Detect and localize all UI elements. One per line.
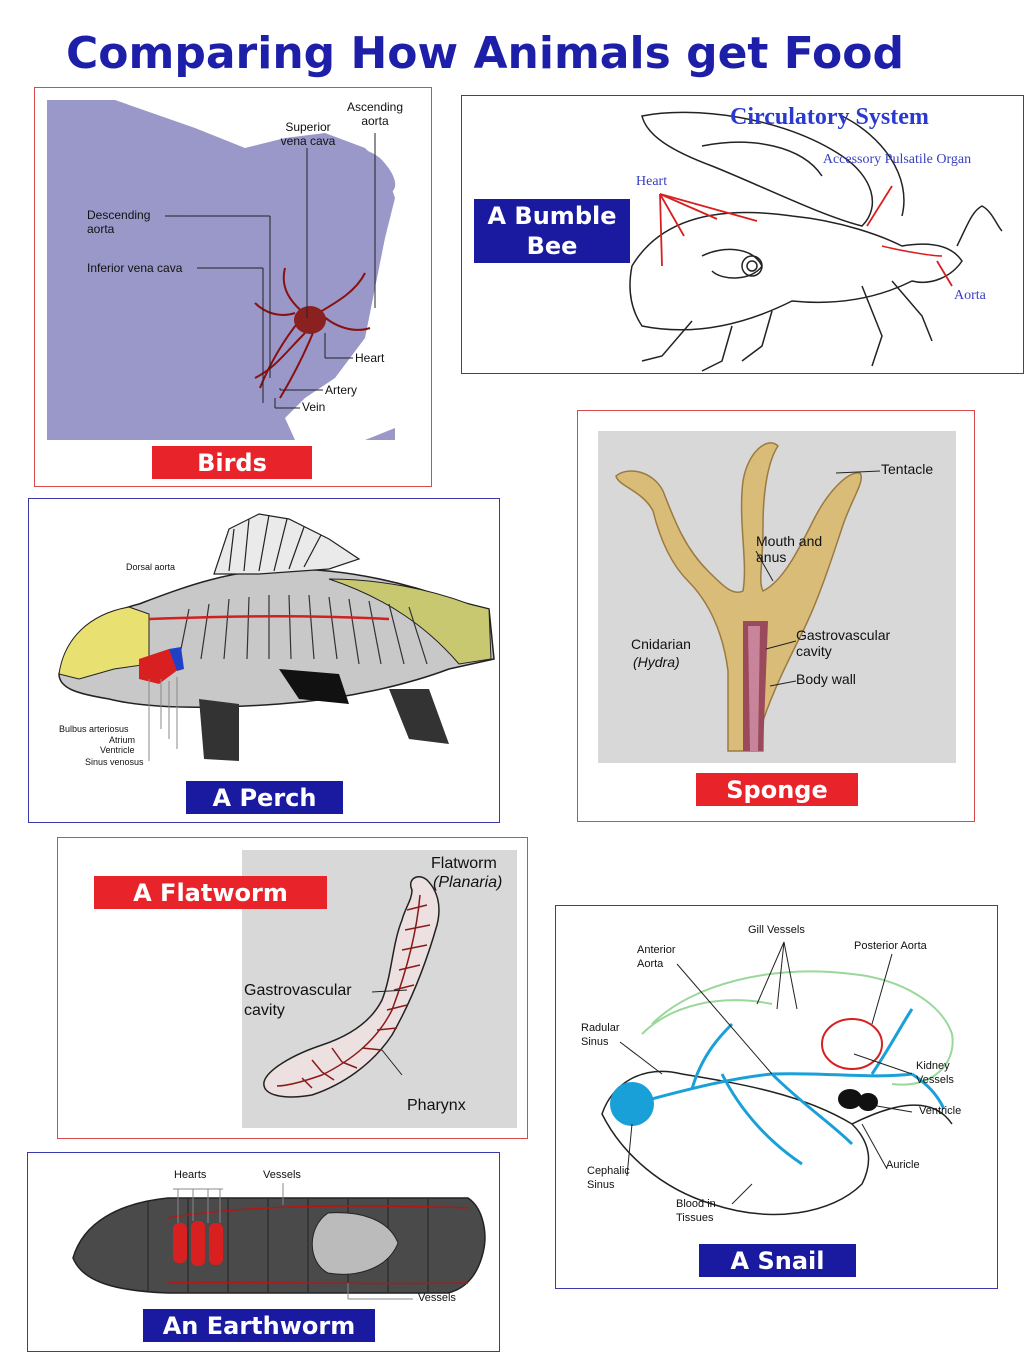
perch-label: A Perch xyxy=(186,781,343,814)
bee-aorta-label: Aorta xyxy=(954,288,986,303)
snail-ventricle-label: Ventricle xyxy=(919,1105,962,1117)
bird-descending-aorta-label: Descending aorta xyxy=(87,208,151,236)
snail-panel xyxy=(555,905,998,1289)
flatworm-panel xyxy=(57,837,528,1139)
bee-panel xyxy=(461,95,1024,374)
hydra-cnidarian-label: Cnidarian xyxy=(631,636,691,652)
snail-cephalic-sinus-label: Cephalic Sinus xyxy=(587,1165,630,1191)
snail-label: A Snail xyxy=(699,1244,856,1277)
snail-posterior-aorta-label: Posterior Aorta xyxy=(854,940,927,952)
bird-inferior-vena-cava-label: Inferior vena cava xyxy=(87,261,183,275)
flatworm-species-label: (Planaria) xyxy=(433,874,503,891)
snail-kidney-vessels-label: Kidney Vessels xyxy=(916,1060,954,1086)
flatworm-title-label: Flatworm xyxy=(431,855,497,872)
snail-auricle-label: Auricle xyxy=(886,1159,920,1171)
sponge-label: Sponge xyxy=(696,773,858,806)
perch-diagram xyxy=(29,499,501,824)
perch-atrium-label: Atrium xyxy=(109,735,136,745)
earthworm-vessels-top-label: Vessels xyxy=(263,1169,301,1181)
hydra-diagram xyxy=(598,431,956,763)
perch-sinus-label: Sinus venosus xyxy=(85,757,144,767)
bird-vein-label: Vein xyxy=(302,400,326,414)
earthworm-vessels-bottom-label: Vessels xyxy=(418,1292,456,1304)
hydra-species-label: (Hydra) xyxy=(633,654,680,670)
earthworm-panel xyxy=(27,1152,500,1352)
earthworm-label: An Earthworm xyxy=(143,1309,375,1342)
page-title: Comparing How Animals get Food xyxy=(66,28,904,79)
perch-dorsal-aorta-label: Dorsal aorta xyxy=(126,562,176,572)
bird-heart-label: Heart xyxy=(355,351,385,365)
sponge-panel xyxy=(577,410,975,822)
bird-diagram xyxy=(35,88,433,488)
bird-superior-vena-cava-label: Superior vena cava xyxy=(280,120,336,148)
snail-anterior-aorta-label: Anterior Aorta xyxy=(637,944,676,970)
perch-ventricle-label: Ventricle xyxy=(100,745,135,755)
bee-heart-label: Heart xyxy=(636,174,668,189)
birds-panel xyxy=(34,87,432,487)
hydra-body-wall-label: Body wall xyxy=(796,671,856,687)
perch-bulbus-label: Bulbus arteriosus xyxy=(59,724,129,734)
flatworm-label: A Flatworm xyxy=(94,876,327,909)
snail-gill-vessels-label: Gill Vessels xyxy=(748,924,805,936)
hydra-tentacle-label: Tentacle xyxy=(881,461,934,477)
snail-radular-sinus-label: Radular Sinus xyxy=(581,1022,620,1048)
flatworm-pharynx-label: Pharynx xyxy=(407,1097,466,1114)
earthworm-hearts-label: Hearts xyxy=(174,1169,207,1181)
bird-ascending-aorta-label: Ascending aorta xyxy=(346,100,404,128)
bee-diagram-title: Circulatory System xyxy=(730,104,929,130)
hydra-mouth-label: Mouth and anus xyxy=(756,533,823,565)
snail-blood-in-tissues-label: Blood in Tissues xyxy=(676,1198,716,1224)
hydra-gastrovascular-label: Gastrovascular cavity xyxy=(796,627,891,659)
perch-panel xyxy=(28,498,500,823)
bee-accessory-label: Accessory Pulsatile Organ xyxy=(822,152,972,167)
bird-artery-label: Artery xyxy=(325,383,358,397)
bee-label: A Bumble Bee xyxy=(474,199,630,263)
flatworm-gastrovascular-label: Gastrovascular cavity xyxy=(244,982,352,1019)
birds-label: Birds xyxy=(152,446,312,479)
